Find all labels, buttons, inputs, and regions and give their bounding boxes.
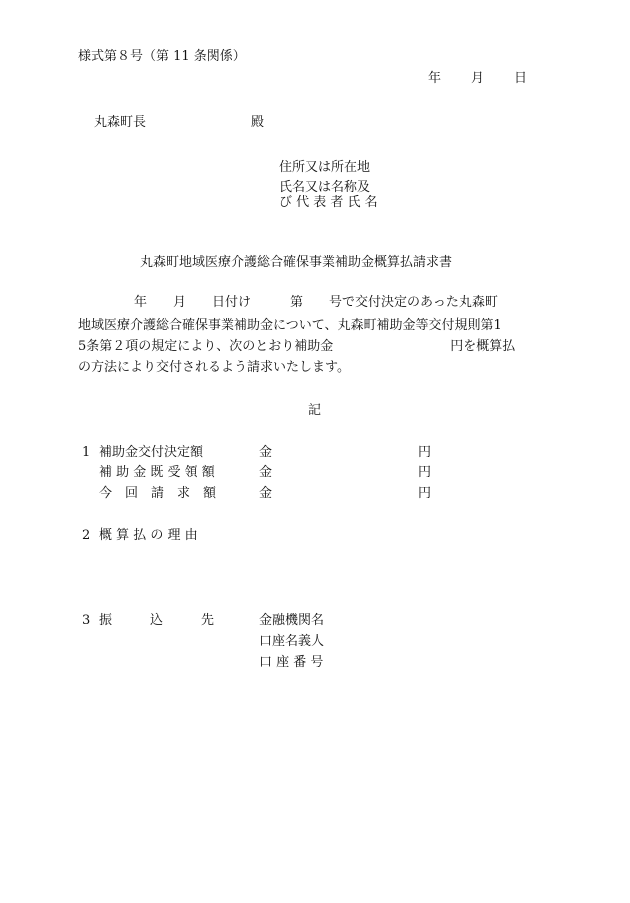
section3-label-1: 振 <box>99 613 113 628</box>
account-number-label: 口 座 番 号 <box>259 655 324 670</box>
ki-marker: 記 <box>308 403 322 418</box>
section3-number: 3 <box>82 613 91 628</box>
section2-number: 2 <box>82 528 91 543</box>
section1-row2-prefix: 金 <box>259 465 273 480</box>
date-month: 月 <box>471 71 485 86</box>
date-year: 年 <box>428 71 442 86</box>
name-label-line2: び 代 表 者 氏 名 <box>279 195 378 210</box>
section1-row2-label: 補 助 金 既 受 領 額 <box>99 465 215 480</box>
body-line-1: 年 月 日付け 第 号で交付決定のあった丸森町 <box>134 295 498 310</box>
address-label: 住所又は所在地 <box>279 160 371 175</box>
section1-row3-label: 今 回 請 求 額 <box>99 486 217 501</box>
section1-row3-suffix: 円 <box>418 486 432 501</box>
body-line-2: 地域医療介護総合確保事業補助金について、丸森町補助金等交付規則第1 <box>78 318 502 333</box>
section1-number: 1 <box>82 445 91 460</box>
bank-name-label: 金融機関名 <box>259 613 325 628</box>
date-day: 日 <box>514 71 528 86</box>
form-number: 様式第８号（第 11 条関係） <box>78 49 246 64</box>
section1-row2-suffix: 円 <box>418 465 432 480</box>
document-title: 丸森町地域医療介護総合確保事業補助金概算払請求書 <box>140 255 453 270</box>
section1-row3-prefix: 金 <box>259 486 273 501</box>
section1-row1-suffix: 円 <box>418 445 432 460</box>
body-line-4: の方法により交付されるよう請求いたします。 <box>78 360 350 375</box>
section1-row1-label: 補助金交付決定額 <box>99 445 204 460</box>
section3-label-2: 込 <box>150 613 164 628</box>
section3-label-3: 先 <box>201 613 215 628</box>
name-label-line1: 氏名又は名称及 <box>279 180 371 195</box>
section2-label: 概 算 払 の 理 由 <box>99 528 198 543</box>
addressee-honorific: 殿 <box>251 115 265 130</box>
addressee-name: 丸森町長 <box>94 115 147 130</box>
section1-row1-prefix: 金 <box>259 445 273 460</box>
account-holder-label: 口座名義人 <box>259 634 325 649</box>
body-line-3: 5条第２項の規定により、次のとおり補助金 円を概算払 <box>78 339 516 354</box>
